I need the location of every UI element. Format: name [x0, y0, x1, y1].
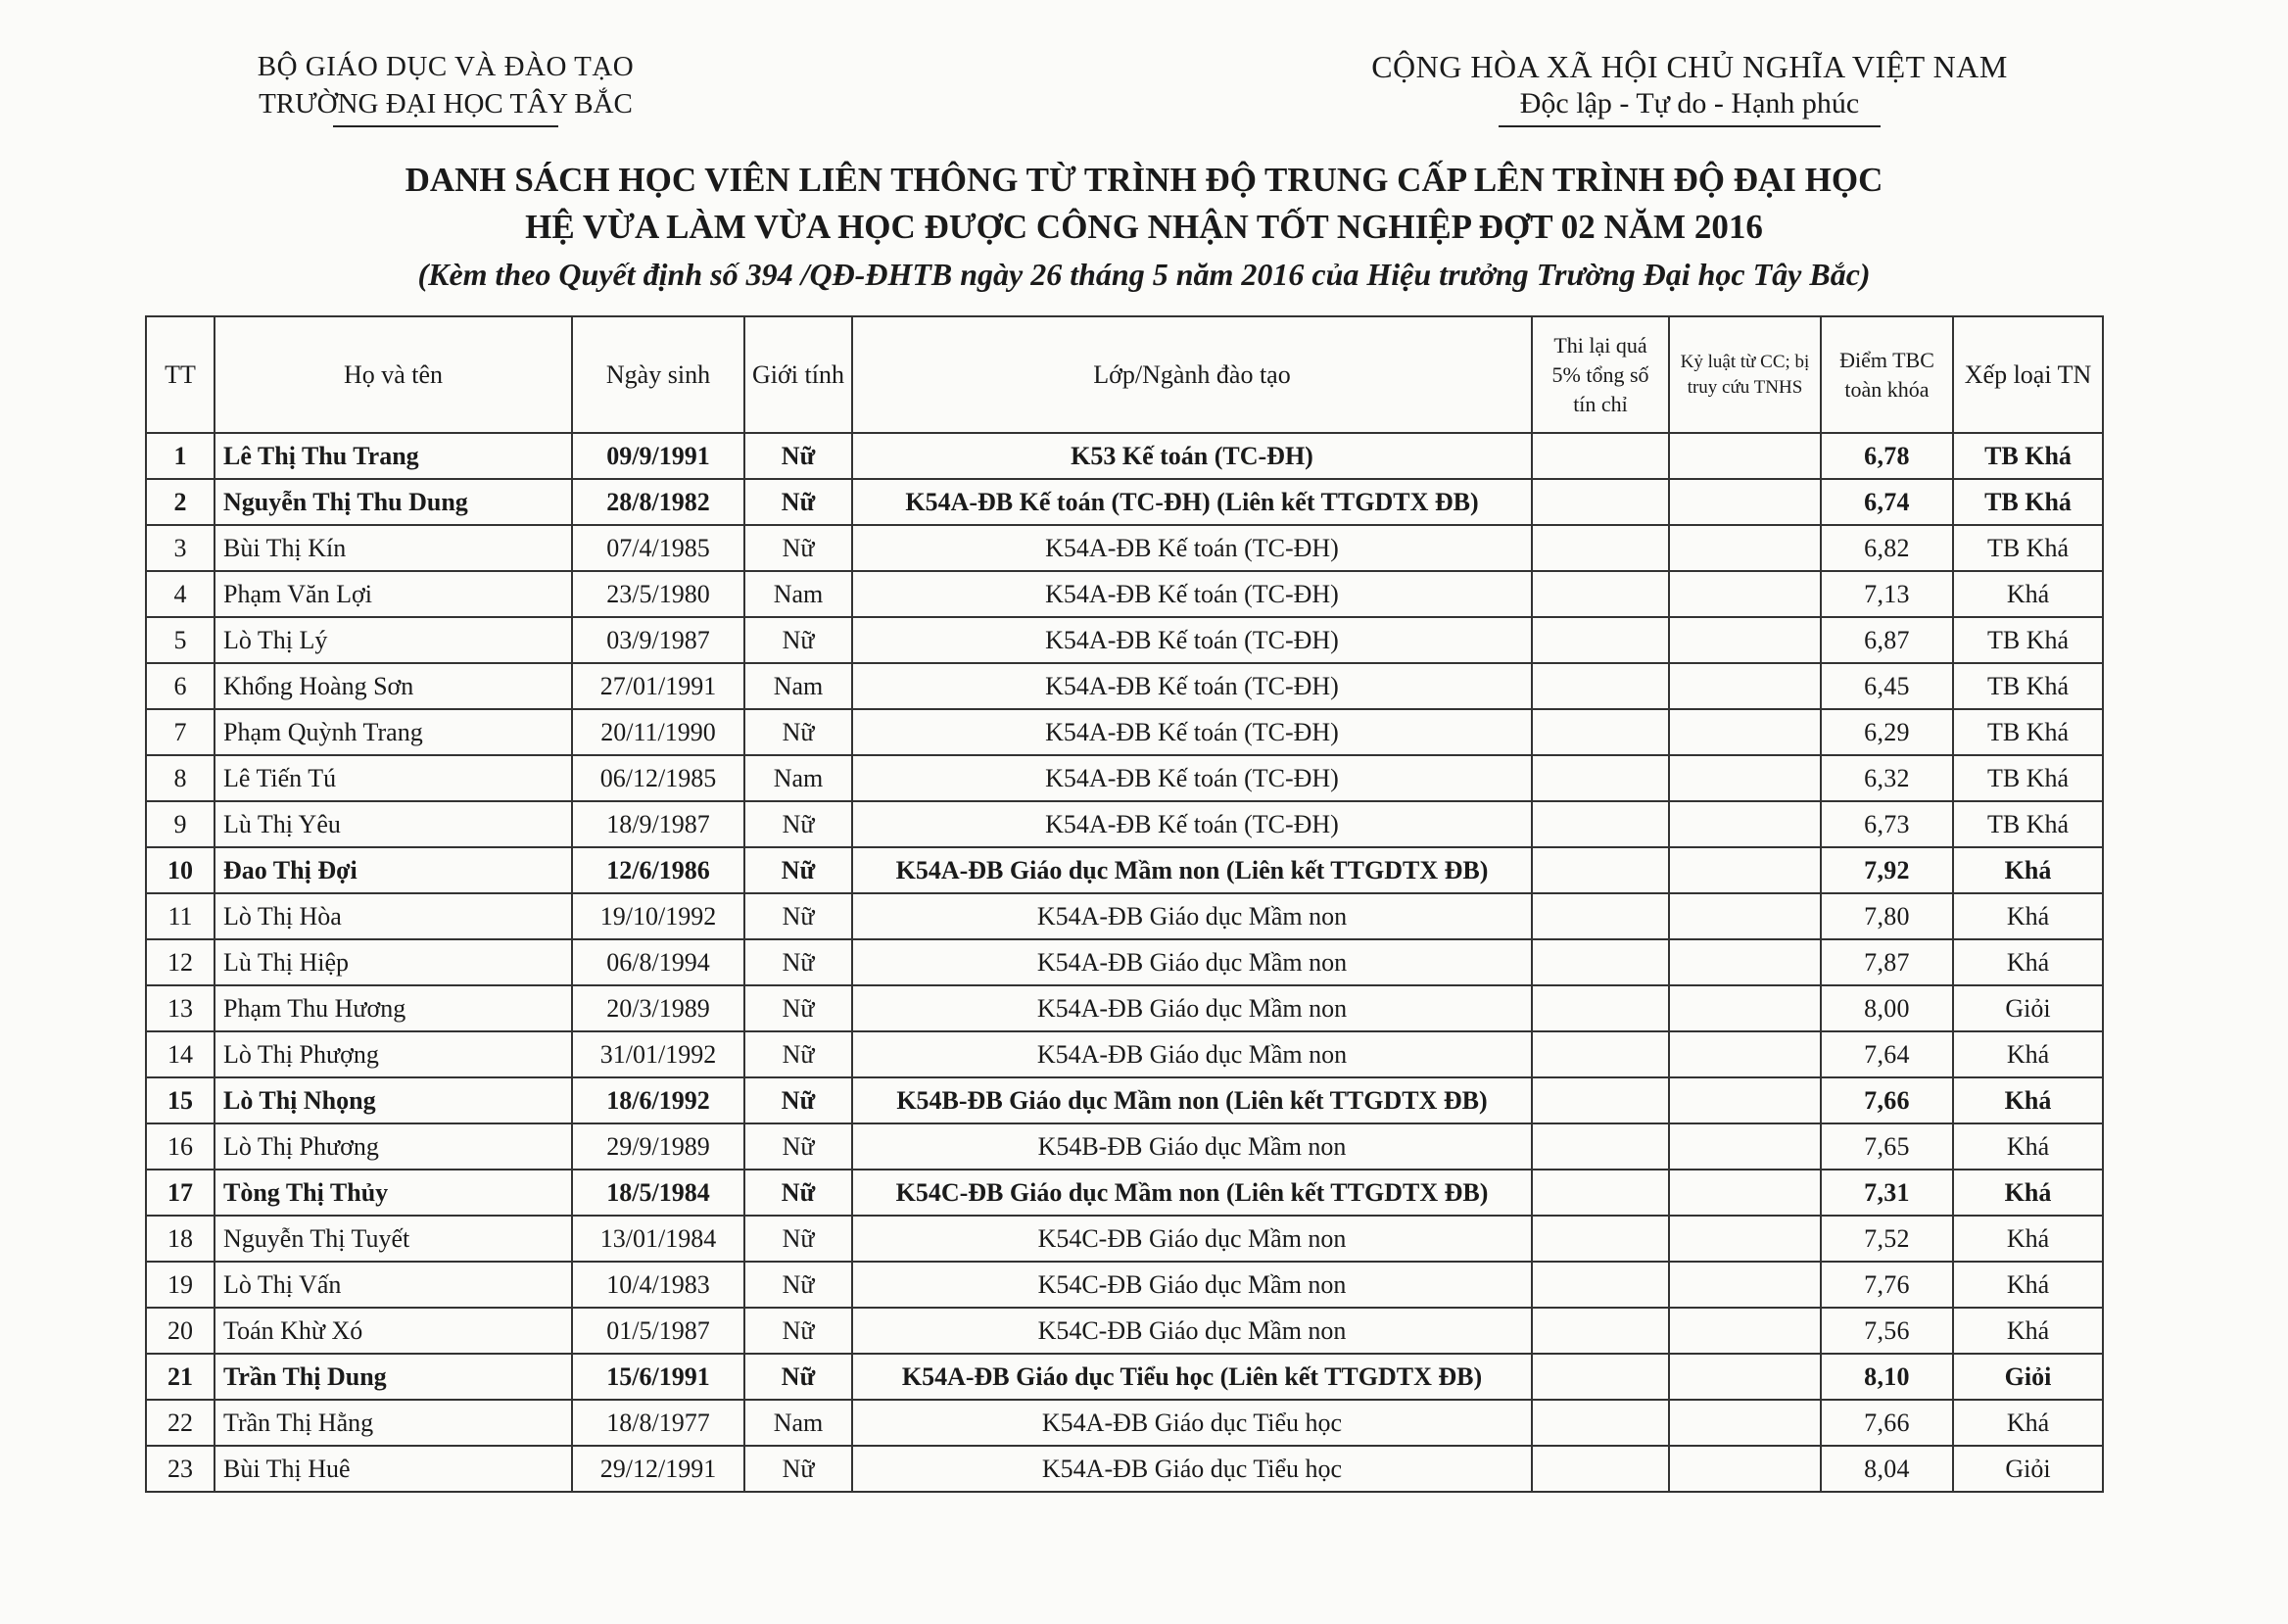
- cell-name: Tòng Thị Thủy: [214, 1170, 572, 1216]
- ministry-name: BỘ GIÁO DỤC VÀ ĐÀO TẠO: [257, 51, 635, 82]
- cell-dob: 29/12/1991: [572, 1446, 744, 1492]
- table-row: [146, 1170, 2103, 1216]
- cell-tt: 11: [146, 893, 214, 939]
- cell-score: 6,82: [1821, 525, 1953, 571]
- cell-gender: Nam: [744, 571, 852, 617]
- col-header-gender: Giới tính: [744, 316, 852, 433]
- cell-class: K54A-ĐB Kế toán (TC-ĐH): [852, 709, 1532, 755]
- cell-score: 6,74: [1821, 479, 1953, 525]
- cell-rank: Giỏi: [1953, 1446, 2103, 1492]
- cell-gender: Nữ: [744, 1123, 852, 1170]
- cell-name: Lò Thị Nhọng: [214, 1077, 572, 1123]
- cell-score: 6,73: [1821, 801, 1953, 847]
- cell-dob: 10/4/1983: [572, 1262, 744, 1308]
- cell-score: 7,31: [1821, 1170, 1953, 1216]
- cell-name: Lò Thị Vấn: [214, 1262, 572, 1308]
- cell-retake: [1532, 525, 1669, 571]
- cell-retake: [1532, 479, 1669, 525]
- cell-discipline: [1669, 847, 1821, 893]
- cell-dob: 06/8/1994: [572, 939, 744, 985]
- cell-name: Lò Thị Lý: [214, 617, 572, 663]
- cell-rank: Khá: [1953, 1170, 2103, 1216]
- cell-rank: Khá: [1953, 1077, 2103, 1123]
- cell-tt: 23: [146, 1446, 214, 1492]
- cell-dob: 31/01/1992: [572, 1031, 744, 1077]
- table-row: [146, 1077, 2103, 1123]
- cell-name: Trần Thị Dung: [214, 1354, 572, 1400]
- cell-rank: Khá: [1953, 571, 2103, 617]
- cell-class: K54B-ĐB Giáo dục Mầm non (Liên kết TTGDTX ĐB): [852, 1077, 1532, 1123]
- cell-score: 6,45: [1821, 663, 1953, 709]
- cell-name: Nguyễn Thị Thu Dung: [214, 479, 572, 525]
- cell-tt: 2: [146, 479, 214, 525]
- cell-dob: 01/5/1987: [572, 1308, 744, 1354]
- cell-score: 7,65: [1821, 1123, 1953, 1170]
- table-row: [146, 893, 2103, 939]
- cell-gender: Nữ: [744, 1262, 852, 1308]
- cell-gender: Nữ: [744, 1216, 852, 1262]
- cell-discipline: [1669, 663, 1821, 709]
- cell-name: Lò Thị Phượng: [214, 1031, 572, 1077]
- cell-discipline: [1669, 479, 1821, 525]
- cell-retake: [1532, 1123, 1669, 1170]
- cell-class: K54A-ĐB Kế toán (TC-ĐH): [852, 755, 1532, 801]
- cell-class: K54A-ĐB Kế toán (TC-ĐH): [852, 663, 1532, 709]
- cell-discipline: [1669, 1031, 1821, 1077]
- table-row: [146, 1123, 2103, 1170]
- cell-tt: 6: [146, 663, 214, 709]
- cell-rank: Khá: [1953, 1216, 2103, 1262]
- cell-score: 6,32: [1821, 755, 1953, 801]
- cell-name: Phạm Quỳnh Trang: [214, 709, 572, 755]
- table-row: [146, 939, 2103, 985]
- cell-rank: Khá: [1953, 939, 2103, 985]
- cell-class: K54A-ĐB Giáo dục Mầm non: [852, 893, 1532, 939]
- cell-retake: [1532, 801, 1669, 847]
- cell-tt: 21: [146, 1354, 214, 1400]
- cell-class: K54A-ĐB Giáo dục Mầm non: [852, 939, 1532, 985]
- cell-rank: TB Khá: [1953, 709, 2103, 755]
- cell-score: 7,66: [1821, 1400, 1953, 1446]
- cell-discipline: [1669, 433, 1821, 479]
- cell-discipline: [1669, 801, 1821, 847]
- cell-score: 8,10: [1821, 1354, 1953, 1400]
- cell-discipline: [1669, 893, 1821, 939]
- cell-gender: Nam: [744, 755, 852, 801]
- cell-retake: [1532, 663, 1669, 709]
- cell-discipline: [1669, 1400, 1821, 1446]
- cell-dob: 07/4/1985: [572, 525, 744, 571]
- cell-retake: [1532, 939, 1669, 985]
- university-name: TRƯỜNG ĐẠI HỌC TÂY BẮC: [259, 88, 633, 119]
- cell-class: K54A-ĐB Giáo dục Tiểu học: [852, 1400, 1532, 1446]
- cell-rank: TB Khá: [1953, 525, 2103, 571]
- col-header-rank: Xếp loại TN: [1953, 316, 2103, 433]
- cell-retake: [1532, 1216, 1669, 1262]
- table-row: [146, 985, 2103, 1031]
- cell-gender: Nam: [744, 1400, 852, 1446]
- cell-gender: Nữ: [744, 847, 852, 893]
- cell-gender: Nữ: [744, 1308, 852, 1354]
- col-header-class: Lớp/Ngành đào tạo: [852, 316, 1532, 433]
- cell-gender: Nữ: [744, 939, 852, 985]
- document-title-line1: DANH SÁCH HỌC VIÊN LIÊN THÔNG TỪ TRÌNH ĐỘ TRUNG CẤP LÊN TRÌNH ĐỘ ĐẠI HỌC: [405, 161, 1883, 199]
- cell-tt: 10: [146, 847, 214, 893]
- cell-class: K54A-ĐB Kế toán (TC-ĐH): [852, 801, 1532, 847]
- cell-class: K54A-ĐB Giáo dục Mầm non (Liên kết TTGDTX ĐB): [852, 847, 1532, 893]
- cell-dob: 03/9/1987: [572, 617, 744, 663]
- cell-class: K54A-ĐB Kế toán (TC-ĐH): [852, 571, 1532, 617]
- cell-score: 6,29: [1821, 709, 1953, 755]
- cell-gender: Nữ: [744, 479, 852, 525]
- cell-discipline: [1669, 1123, 1821, 1170]
- cell-name: Nguyễn Thị Tuyết: [214, 1216, 572, 1262]
- cell-gender: Nữ: [744, 1170, 852, 1216]
- cell-class: K54C-ĐB Giáo dục Mầm non: [852, 1262, 1532, 1308]
- table-header-row: [146, 316, 2103, 433]
- cell-score: 8,00: [1821, 985, 1953, 1031]
- cell-class: K54C-ĐB Giáo dục Mầm non (Liên kết TTGDTX ĐB): [852, 1170, 1532, 1216]
- cell-retake: [1532, 1354, 1669, 1400]
- cell-gender: Nữ: [744, 525, 852, 571]
- cell-dob: 18/8/1977: [572, 1400, 744, 1446]
- cell-dob: 18/5/1984: [572, 1170, 744, 1216]
- cell-tt: 12: [146, 939, 214, 985]
- cell-tt: 22: [146, 1400, 214, 1446]
- table-row: [146, 1446, 2103, 1492]
- cell-discipline: [1669, 985, 1821, 1031]
- cell-tt: 7: [146, 709, 214, 755]
- cell-discipline: [1669, 1170, 1821, 1216]
- header-underline-right: [1499, 125, 1881, 127]
- national-header: [1352, 49, 2027, 127]
- table-row: [146, 755, 2103, 801]
- cell-class: K54C-ĐB Giáo dục Mầm non: [852, 1308, 1532, 1354]
- cell-score: 7,66: [1821, 1077, 1953, 1123]
- cell-gender: Nữ: [744, 1031, 852, 1077]
- cell-tt: 20: [146, 1308, 214, 1354]
- col-header-score: Điểm TBC toàn khóa: [1821, 316, 1953, 433]
- cell-tt: 1: [146, 433, 214, 479]
- table-row: [146, 1031, 2103, 1077]
- cell-name: Khổng Hoàng Sơn: [214, 663, 572, 709]
- cell-rank: TB Khá: [1953, 617, 2103, 663]
- national-motto: Độc lập - Tự do - Hạnh phúc: [1519, 87, 1860, 119]
- col-header-retake: Thi lại quá 5% tổng số tín chỉ: [1532, 316, 1669, 433]
- cell-gender: Nữ: [744, 893, 852, 939]
- table-row: [146, 525, 2103, 571]
- cell-rank: TB Khá: [1953, 433, 2103, 479]
- cell-discipline: [1669, 939, 1821, 985]
- cell-score: 7,80: [1821, 893, 1953, 939]
- table-row: [146, 1262, 2103, 1308]
- cell-score: 7,56: [1821, 1308, 1953, 1354]
- cell-dob: 18/6/1992: [572, 1077, 744, 1123]
- cell-retake: [1532, 1308, 1669, 1354]
- cell-dob: 28/8/1982: [572, 479, 744, 525]
- cell-class: K54A-ĐB Kế toán (TC-ĐH) (Liên kết TTGDTX ĐB): [852, 479, 1532, 525]
- cell-tt: 13: [146, 985, 214, 1031]
- cell-name: Lù Thị Yêu: [214, 801, 572, 847]
- cell-class: K53 Kế toán (TC-ĐH): [852, 433, 1532, 479]
- cell-score: 8,04: [1821, 1446, 1953, 1492]
- cell-dob: 12/6/1986: [572, 847, 744, 893]
- cell-discipline: [1669, 571, 1821, 617]
- cell-gender: Nữ: [744, 617, 852, 663]
- cell-rank: TB Khá: [1953, 755, 2103, 801]
- cell-discipline: [1669, 1308, 1821, 1354]
- table-row: [146, 1354, 2103, 1400]
- cell-tt: 17: [146, 1170, 214, 1216]
- cell-tt: 16: [146, 1123, 214, 1170]
- cell-name: Phạm Văn Lợi: [214, 571, 572, 617]
- cell-gender: Nữ: [744, 801, 852, 847]
- table-row: [146, 847, 2103, 893]
- cell-retake: [1532, 893, 1669, 939]
- cell-discipline: [1669, 1216, 1821, 1262]
- cell-retake: [1532, 1031, 1669, 1077]
- cell-dob: 23/5/1980: [572, 571, 744, 617]
- graduates-table: [145, 315, 2104, 1493]
- cell-discipline: [1669, 1077, 1821, 1123]
- table-row: [146, 663, 2103, 709]
- cell-gender: Nam: [744, 663, 852, 709]
- cell-rank: Khá: [1953, 1123, 2103, 1170]
- cell-score: 7,52: [1821, 1216, 1953, 1262]
- cell-discipline: [1669, 755, 1821, 801]
- cell-dob: 06/12/1985: [572, 755, 744, 801]
- cell-retake: [1532, 617, 1669, 663]
- table-row: [146, 1216, 2103, 1262]
- cell-score: 7,76: [1821, 1262, 1953, 1308]
- cell-dob: 09/9/1991: [572, 433, 744, 479]
- cell-gender: Nữ: [744, 433, 852, 479]
- header-underline-left: [333, 125, 558, 127]
- col-header-discipline: Kỷ luật từ CC; bị truy cứu TNHS: [1669, 316, 1821, 433]
- table-body: [146, 433, 2103, 1492]
- cell-score: 6,87: [1821, 617, 1953, 663]
- cell-retake: [1532, 1262, 1669, 1308]
- cell-name: Lê Tiến Tú: [214, 755, 572, 801]
- cell-dob: 13/01/1984: [572, 1216, 744, 1262]
- cell-name: Lê Thị Thu Trang: [214, 433, 572, 479]
- cell-gender: Nữ: [744, 1446, 852, 1492]
- cell-class: K54A-ĐB Giáo dục Mầm non: [852, 985, 1532, 1031]
- cell-class: K54B-ĐB Giáo dục Mầm non: [852, 1123, 1532, 1170]
- cell-tt: 5: [146, 617, 214, 663]
- national-name: CỘNG HÒA XÃ HỘI CHỦ NGHĨA VIỆT NAM: [1371, 49, 2008, 84]
- decision-reference: (Kèm theo Quyết định số 394 /QĐ-ĐHTB ngày 26 tháng 5 năm 2016 của Hiệu trưởng Trường Đại học Tây Bắc): [417, 257, 1871, 292]
- col-header-tt: TT: [146, 316, 214, 433]
- cell-tt: 8: [146, 755, 214, 801]
- cell-discipline: [1669, 1446, 1821, 1492]
- cell-tt: 19: [146, 1262, 214, 1308]
- cell-name: Lò Thị Phương: [214, 1123, 572, 1170]
- cell-retake: [1532, 433, 1669, 479]
- cell-retake: [1532, 847, 1669, 893]
- cell-dob: 20/3/1989: [572, 985, 744, 1031]
- cell-dob: 15/6/1991: [572, 1354, 744, 1400]
- cell-rank: TB Khá: [1953, 801, 2103, 847]
- cell-tt: 4: [146, 571, 214, 617]
- cell-retake: [1532, 709, 1669, 755]
- cell-name: Đao Thị Đợi: [214, 847, 572, 893]
- cell-tt: 3: [146, 525, 214, 571]
- cell-gender: Nữ: [744, 1354, 852, 1400]
- cell-name: Lò Thị Hòa: [214, 893, 572, 939]
- cell-retake: [1532, 571, 1669, 617]
- table-row: [146, 479, 2103, 525]
- cell-score: 7,64: [1821, 1031, 1953, 1077]
- cell-retake: [1532, 755, 1669, 801]
- cell-class: K54A-ĐB Giáo dục Mầm non: [852, 1031, 1532, 1077]
- cell-rank: Khá: [1953, 1031, 2103, 1077]
- cell-dob: 20/11/1990: [572, 709, 744, 755]
- cell-tt: 9: [146, 801, 214, 847]
- cell-gender: Nữ: [744, 709, 852, 755]
- cell-score: 6,78: [1821, 433, 1953, 479]
- cell-tt: 15: [146, 1077, 214, 1123]
- cell-retake: [1532, 1077, 1669, 1123]
- ministry-header: [215, 49, 676, 127]
- table-row: [146, 433, 2103, 479]
- col-header-name: Họ và tên: [214, 316, 572, 433]
- cell-dob: 18/9/1987: [572, 801, 744, 847]
- cell-class: K54A-ĐB Kế toán (TC-ĐH): [852, 617, 1532, 663]
- cell-name: Bùi Thị Kín: [214, 525, 572, 571]
- table-row: [146, 617, 2103, 663]
- cell-dob: 29/9/1989: [572, 1123, 744, 1170]
- cell-rank: TB Khá: [1953, 663, 2103, 709]
- cell-retake: [1532, 985, 1669, 1031]
- cell-name: Trần Thị Hằng: [214, 1400, 572, 1446]
- cell-rank: Khá: [1953, 893, 2103, 939]
- cell-rank: Khá: [1953, 1262, 2103, 1308]
- cell-class: K54A-ĐB Giáo dục Tiểu học: [852, 1446, 1532, 1492]
- cell-tt: 18: [146, 1216, 214, 1262]
- document-title-line2: HỆ VỪA LÀM VỪA HỌC ĐƯỢC CÔNG NHẬN TỐT NGHIỆP ĐỢT 02 NĂM 2016: [525, 208, 1763, 246]
- cell-discipline: [1669, 525, 1821, 571]
- cell-dob: 19/10/1992: [572, 893, 744, 939]
- cell-discipline: [1669, 617, 1821, 663]
- table-row: [146, 801, 2103, 847]
- cell-score: 7,13: [1821, 571, 1953, 617]
- cell-tt: 14: [146, 1031, 214, 1077]
- cell-score: 7,92: [1821, 847, 1953, 893]
- cell-gender: Nữ: [744, 1077, 852, 1123]
- col-header-dob: Ngày sinh: [572, 316, 744, 433]
- document-title-block: [0, 157, 2288, 298]
- cell-name: Toán Khừ Xó: [214, 1308, 572, 1354]
- cell-rank: Khá: [1953, 847, 2103, 893]
- cell-discipline: [1669, 709, 1821, 755]
- cell-name: Bùi Thị Huê: [214, 1446, 572, 1492]
- table-row: [146, 709, 2103, 755]
- cell-name: Lù Thị Hiệp: [214, 939, 572, 985]
- cell-discipline: [1669, 1354, 1821, 1400]
- cell-rank: TB Khá: [1953, 479, 2103, 525]
- table-row: [146, 1308, 2103, 1354]
- cell-rank: Giỏi: [1953, 985, 2103, 1031]
- cell-discipline: [1669, 1262, 1821, 1308]
- table-row: [146, 571, 2103, 617]
- cell-class: K54A-ĐB Kế toán (TC-ĐH): [852, 525, 1532, 571]
- cell-dob: 27/01/1991: [572, 663, 744, 709]
- cell-name: Phạm Thu Hương: [214, 985, 572, 1031]
- cell-rank: Giỏi: [1953, 1354, 2103, 1400]
- cell-retake: [1532, 1400, 1669, 1446]
- cell-rank: Khá: [1953, 1308, 2103, 1354]
- cell-retake: [1532, 1446, 1669, 1492]
- cell-rank: Khá: [1953, 1400, 2103, 1446]
- cell-score: 7,87: [1821, 939, 1953, 985]
- cell-class: K54C-ĐB Giáo dục Mầm non: [852, 1216, 1532, 1262]
- table-row: [146, 1400, 2103, 1446]
- cell-gender: Nữ: [744, 985, 852, 1031]
- cell-class: K54A-ĐB Giáo dục Tiểu học (Liên kết TTGDTX ĐB): [852, 1354, 1532, 1400]
- cell-retake: [1532, 1170, 1669, 1216]
